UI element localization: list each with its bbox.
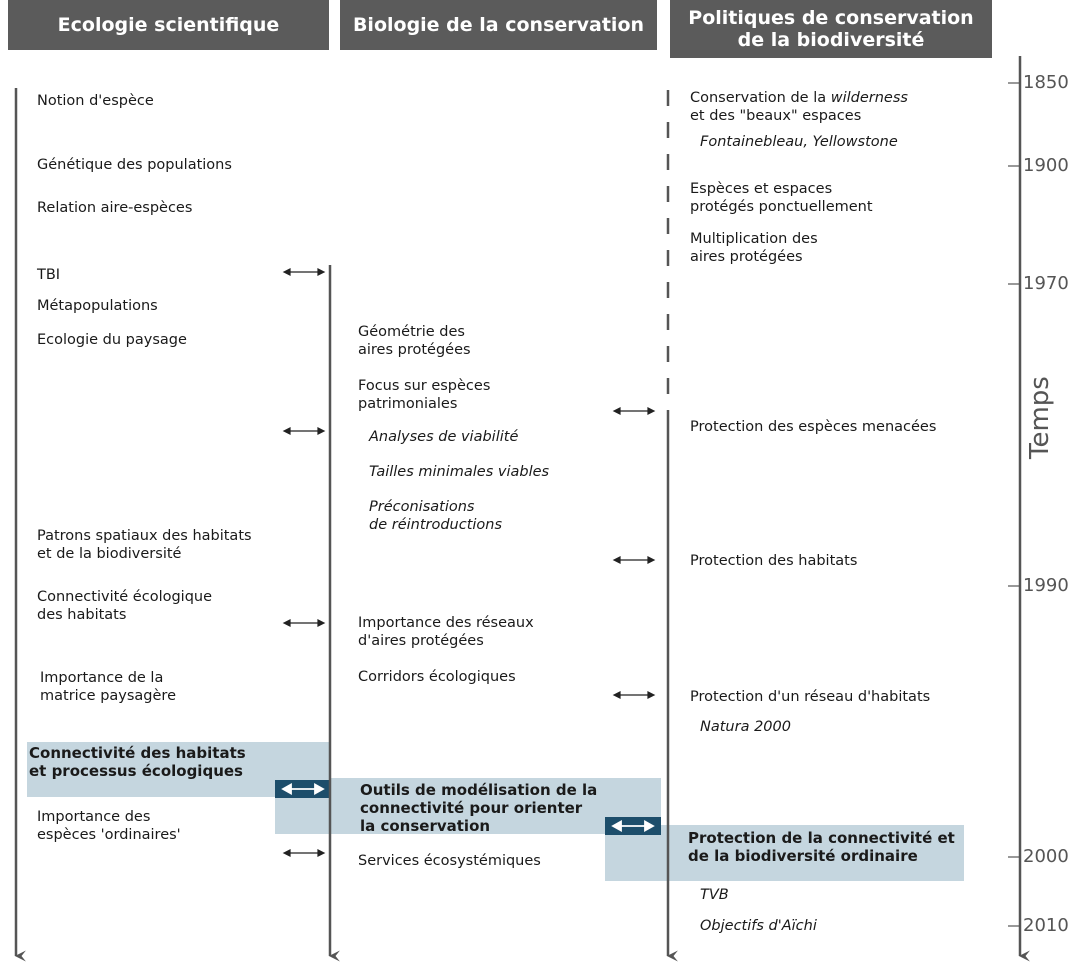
arrow-menacees — [614, 408, 654, 414]
eco-patrons: Patrons spatiaux des habitats et de la biodiversité — [37, 528, 252, 562]
eco-metapopulations: Métapopulations — [37, 298, 158, 314]
tick-1990: 1990 — [1023, 575, 1069, 596]
bio-focus: Focus sur espèces patrimoniales — [358, 378, 491, 412]
header-biologie: Biologie de la conservation — [340, 0, 657, 50]
eco-especes-ordinaires: Importance des espèces 'ordinaires' — [37, 809, 181, 843]
header-ecologie: Ecologie scientifique — [8, 0, 329, 50]
pol-wilderness: Conservation de la wilderness et des "beaux" espaces — [690, 90, 908, 124]
pol-fontainebleau: Fontainebleau, Yellowstone — [700, 134, 898, 150]
eco-matrice: Importance de la matrice paysagère — [40, 670, 176, 704]
bio-viabilite: Analyses de viabilité — [369, 429, 519, 445]
eco-connectivite-processus: Connectivité des habitats et processus écologiques — [29, 744, 246, 780]
axis-label-temps: Temps — [1025, 376, 1055, 459]
pol-tvb: TVB — [700, 887, 729, 903]
pol-reseau: Protection d'un réseau d'habitats — [690, 689, 931, 705]
tick-2010: 2010 — [1023, 915, 1069, 936]
bio-preconisations: Préconisations de réintroductions — [369, 499, 503, 533]
pol-habitats: Protection des habitats — [690, 553, 858, 569]
bio-geometrie: Géométrie des aires protégées — [358, 324, 471, 358]
arrow-habitats — [614, 557, 654, 563]
bio-tailles: Tailles minimales viables — [369, 464, 550, 480]
eco-connectivite: Connectivité écologique des habitats — [37, 589, 213, 623]
pol-connectivite: Protection de la connectivité et de la biodiversité ordinaire — [688, 829, 955, 865]
axis-ticks — [1008, 83, 1020, 926]
tick-1900: 1900 — [1023, 155, 1069, 176]
arrow-viabilite — [284, 428, 324, 434]
eco-notion-espece: Notion d'espèce — [37, 93, 154, 109]
arrow-services — [284, 850, 324, 856]
arrow-tbi — [284, 269, 324, 275]
bio-corridors: Corridors écologiques — [358, 669, 516, 685]
pol-aichi: Objectifs d'Aïchi — [700, 918, 817, 934]
header-politiques-line2: de la biodiversité — [737, 29, 925, 51]
pol-natura: Natura 2000 — [700, 719, 791, 735]
tick-2000: 2000 — [1023, 846, 1069, 867]
eco-genetique: Génétique des populations — [37, 157, 232, 173]
pol-menacees: Protection des espèces menacées — [690, 419, 937, 435]
bio-services: Services écosystémiques — [358, 853, 541, 869]
pol-multiplication: Multiplication des aires protégées — [690, 231, 818, 265]
tick-1970: 1970 — [1023, 273, 1069, 294]
tick-1850: 1850 — [1023, 72, 1069, 93]
bio-outils: Outils de modélisation de la connectivité pour orienter la conservation — [360, 781, 598, 835]
header-politiques-line1: Politiques de conservation — [688, 7, 974, 29]
eco-paysage: Ecologie du paysage — [37, 332, 187, 348]
bio-reseaux: Importance des réseaux d'aires protégées — [358, 615, 534, 649]
arrow-reseau — [614, 692, 654, 698]
arrow-reseaux — [284, 620, 324, 626]
eco-relation-aire: Relation aire-espèces — [37, 200, 193, 216]
pol-especes-espaces: Espèces et espaces protégés ponctuellement — [690, 181, 873, 215]
eco-tbi: TBI — [37, 267, 61, 283]
